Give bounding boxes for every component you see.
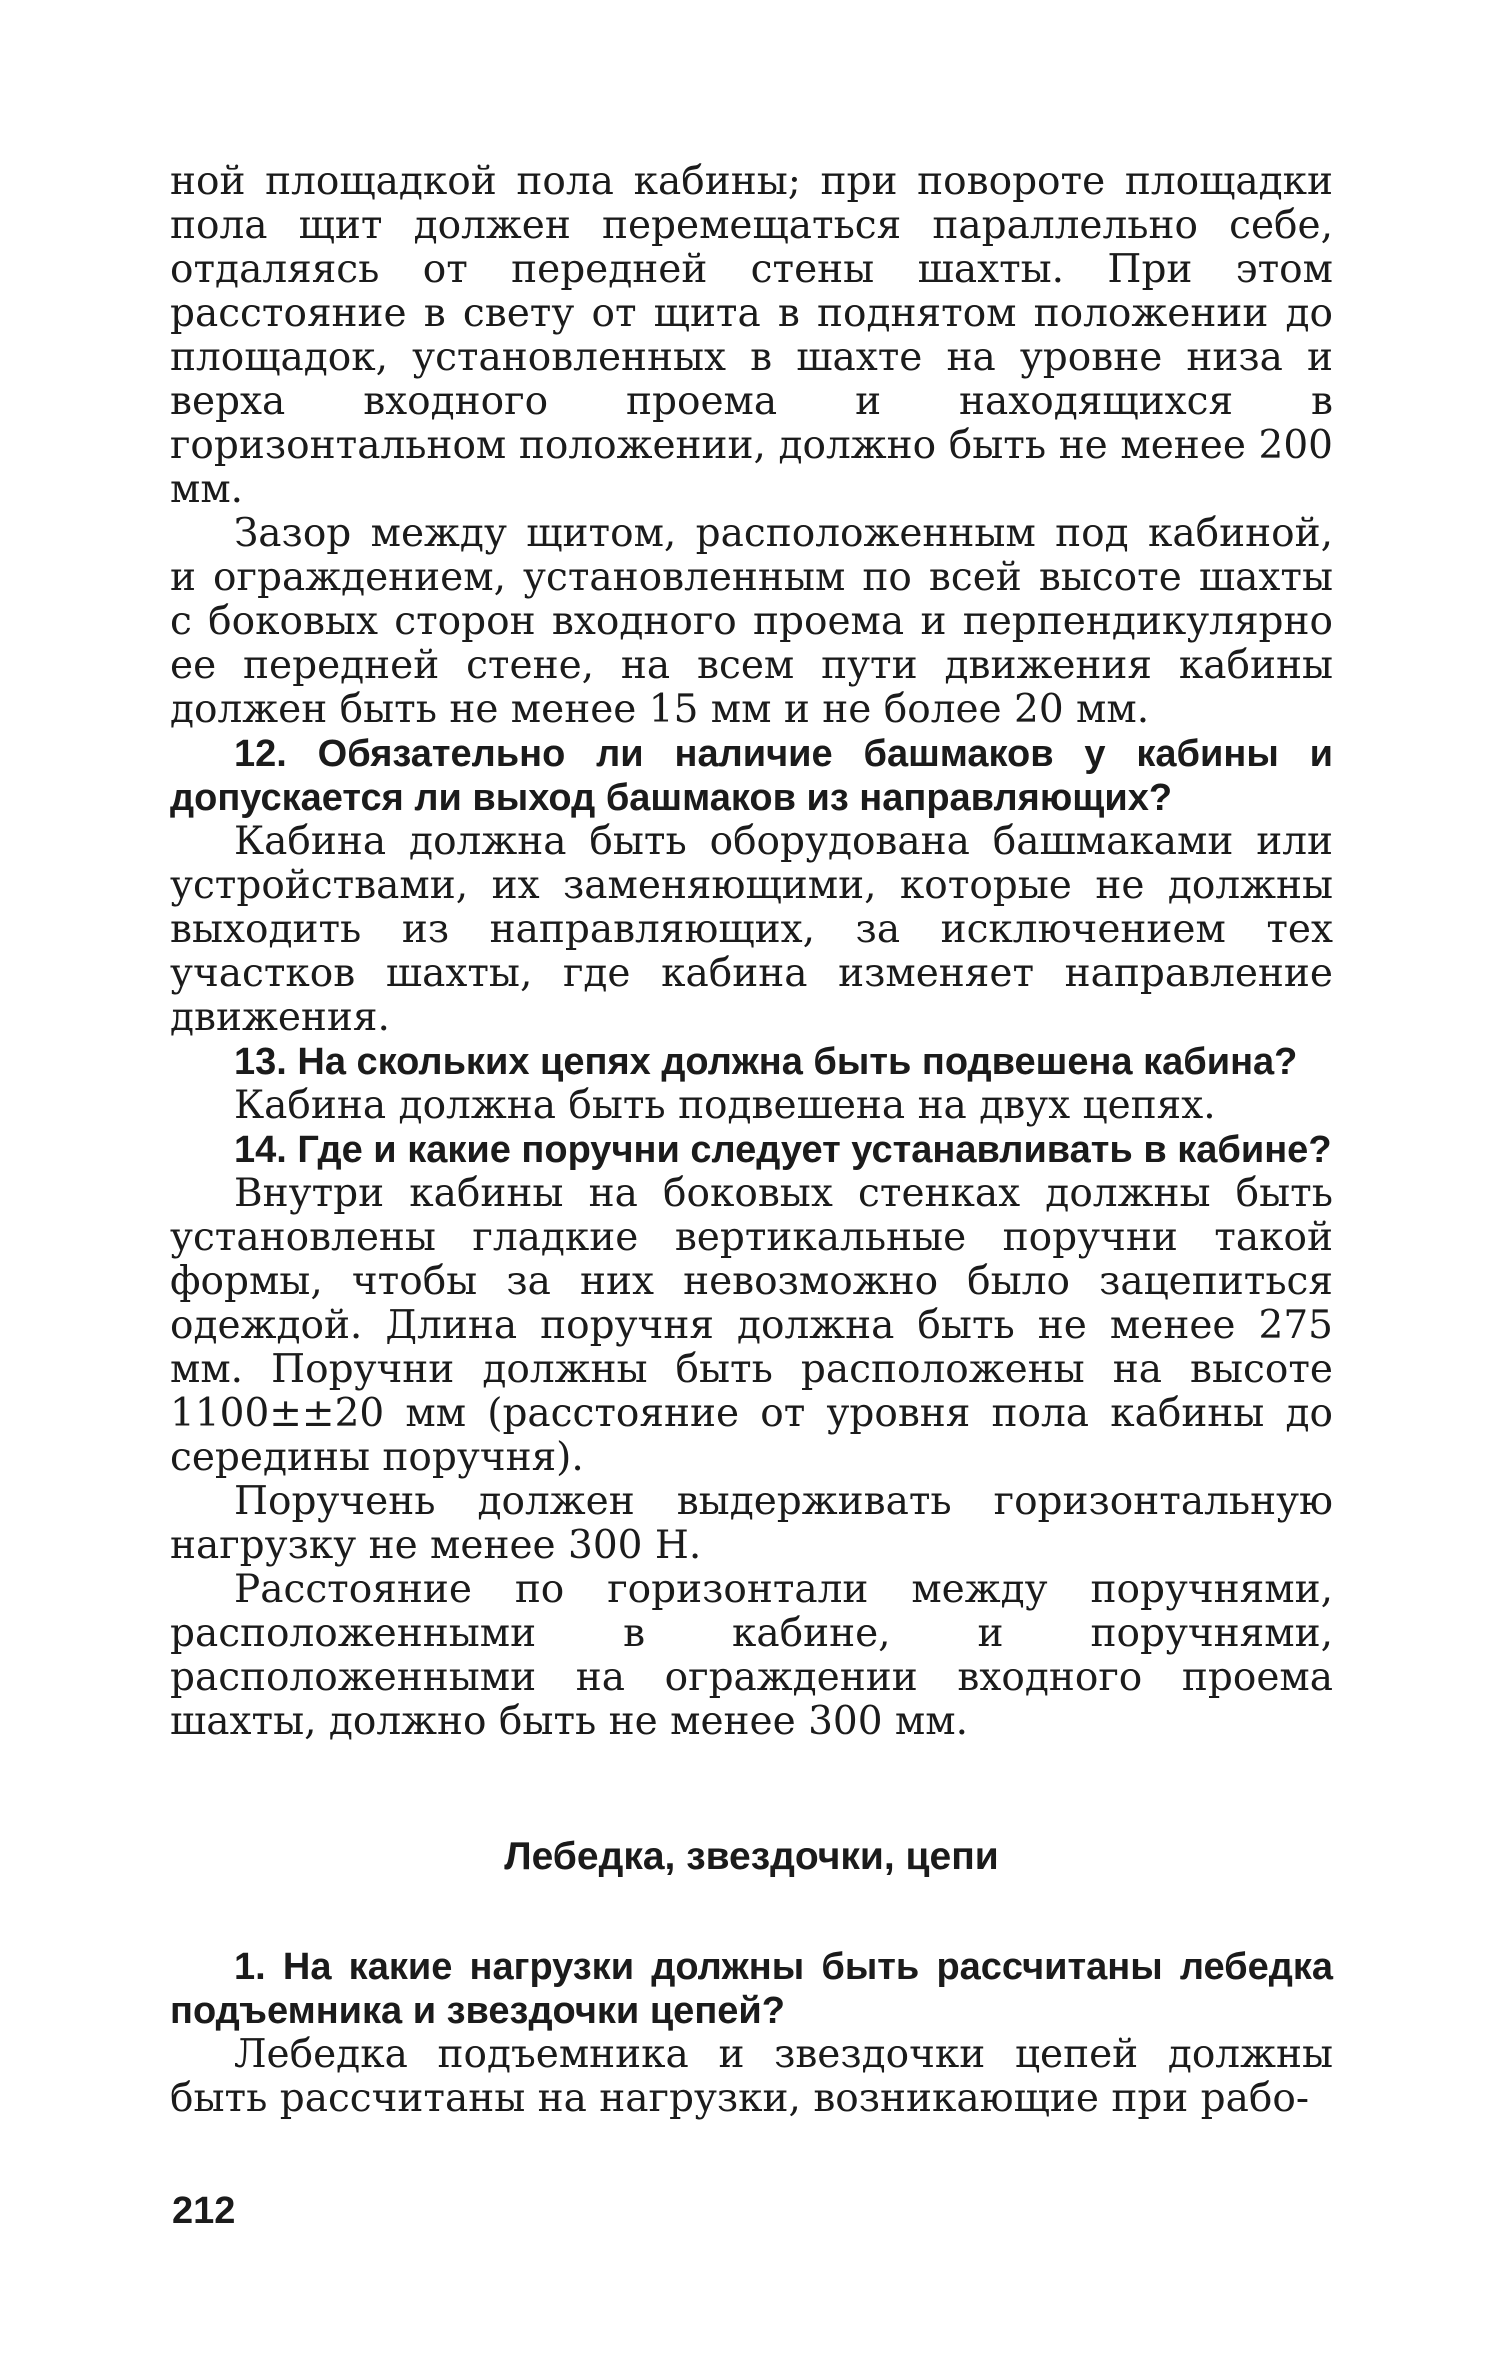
question-13: 13. На скольких цепях должна быть подвешена кабина? <box>234 1041 1298 1083</box>
answer-12: Кабина должна быть оборудована башмаками или устройствами, их заменяющими, которые не должны выходить из направляющих, за исключением тех участков шахты, где кабина изменяет направление движения. <box>170 819 1333 1040</box>
answer-14-load: Поручень должен выдерживать горизонтальную нагрузку не менее 300 Н. <box>170 1479 1333 1568</box>
section-question-1: 1. На какие нагрузки должны быть рассчитаны лебедка подъемника и звездочки цепей? <box>170 1946 1333 2032</box>
question-14: 14. Где и какие поручни следует устанавливать в кабине? <box>234 1129 1332 1171</box>
question-12: 12. Обязательно ли наличие башмаков у кабины и допускается ли выход башмаков из направляющих? <box>170 733 1333 819</box>
section-body <box>170 1945 1333 2121</box>
paragraph-continuation: ной площадкой пола кабины; при повороте площадки пола щит должен перемещаться параллельно себе, отдаляясь от передней стены шахты. При этом расстояние в свету от щита в поднятом положении до площадок, установленных в шахте на уровне низа и верха входного проема и находящихся в горизонтальном положении, должно быть не менее 200 мм. <box>170 159 1333 512</box>
paragraph-gap-clearance: Зазор между щитом, расположенным под кабиной, и ограждением, установленным по всей высоте шахты с боковых сторон входного проема и перпендикулярно ее передней стене, на всем пути движения кабины должен быть не менее 15 мм и не более 20 мм. <box>170 511 1333 732</box>
section-heading: Лебедка, звездочки, цепи <box>504 1835 999 1878</box>
page-number: 212 <box>172 2190 236 2232</box>
answer-14-distance: Расстояние по горизонтали между поручнями, расположенными в кабине, и поручнями, расположенными на ограждении входного проема шахты, должно быть не менее 300 мм. <box>170 1567 1333 1744</box>
answer-14-handrails: Внутри кабины на боковых стенках должны быть установлены гладкие вертикальные поручни такой формы, чтобы за них невозможно было зацепиться одеждой. Длина поручня должна быть не менее 275 мм. Поручни должны быть расположены на высоте 1100±±20 мм (расстояние от уровня пола кабины до середины поручня). <box>170 1171 1333 1480</box>
answer-13: Кабина должна быть подвешена на двух цепях. <box>234 1083 1216 1128</box>
section-answer-1: Лебедка подъемника и звездочки цепей должны быть рассчитаны на нагрузки, возникающие при рабо- <box>170 2032 1333 2121</box>
page-body <box>170 160 1333 1744</box>
